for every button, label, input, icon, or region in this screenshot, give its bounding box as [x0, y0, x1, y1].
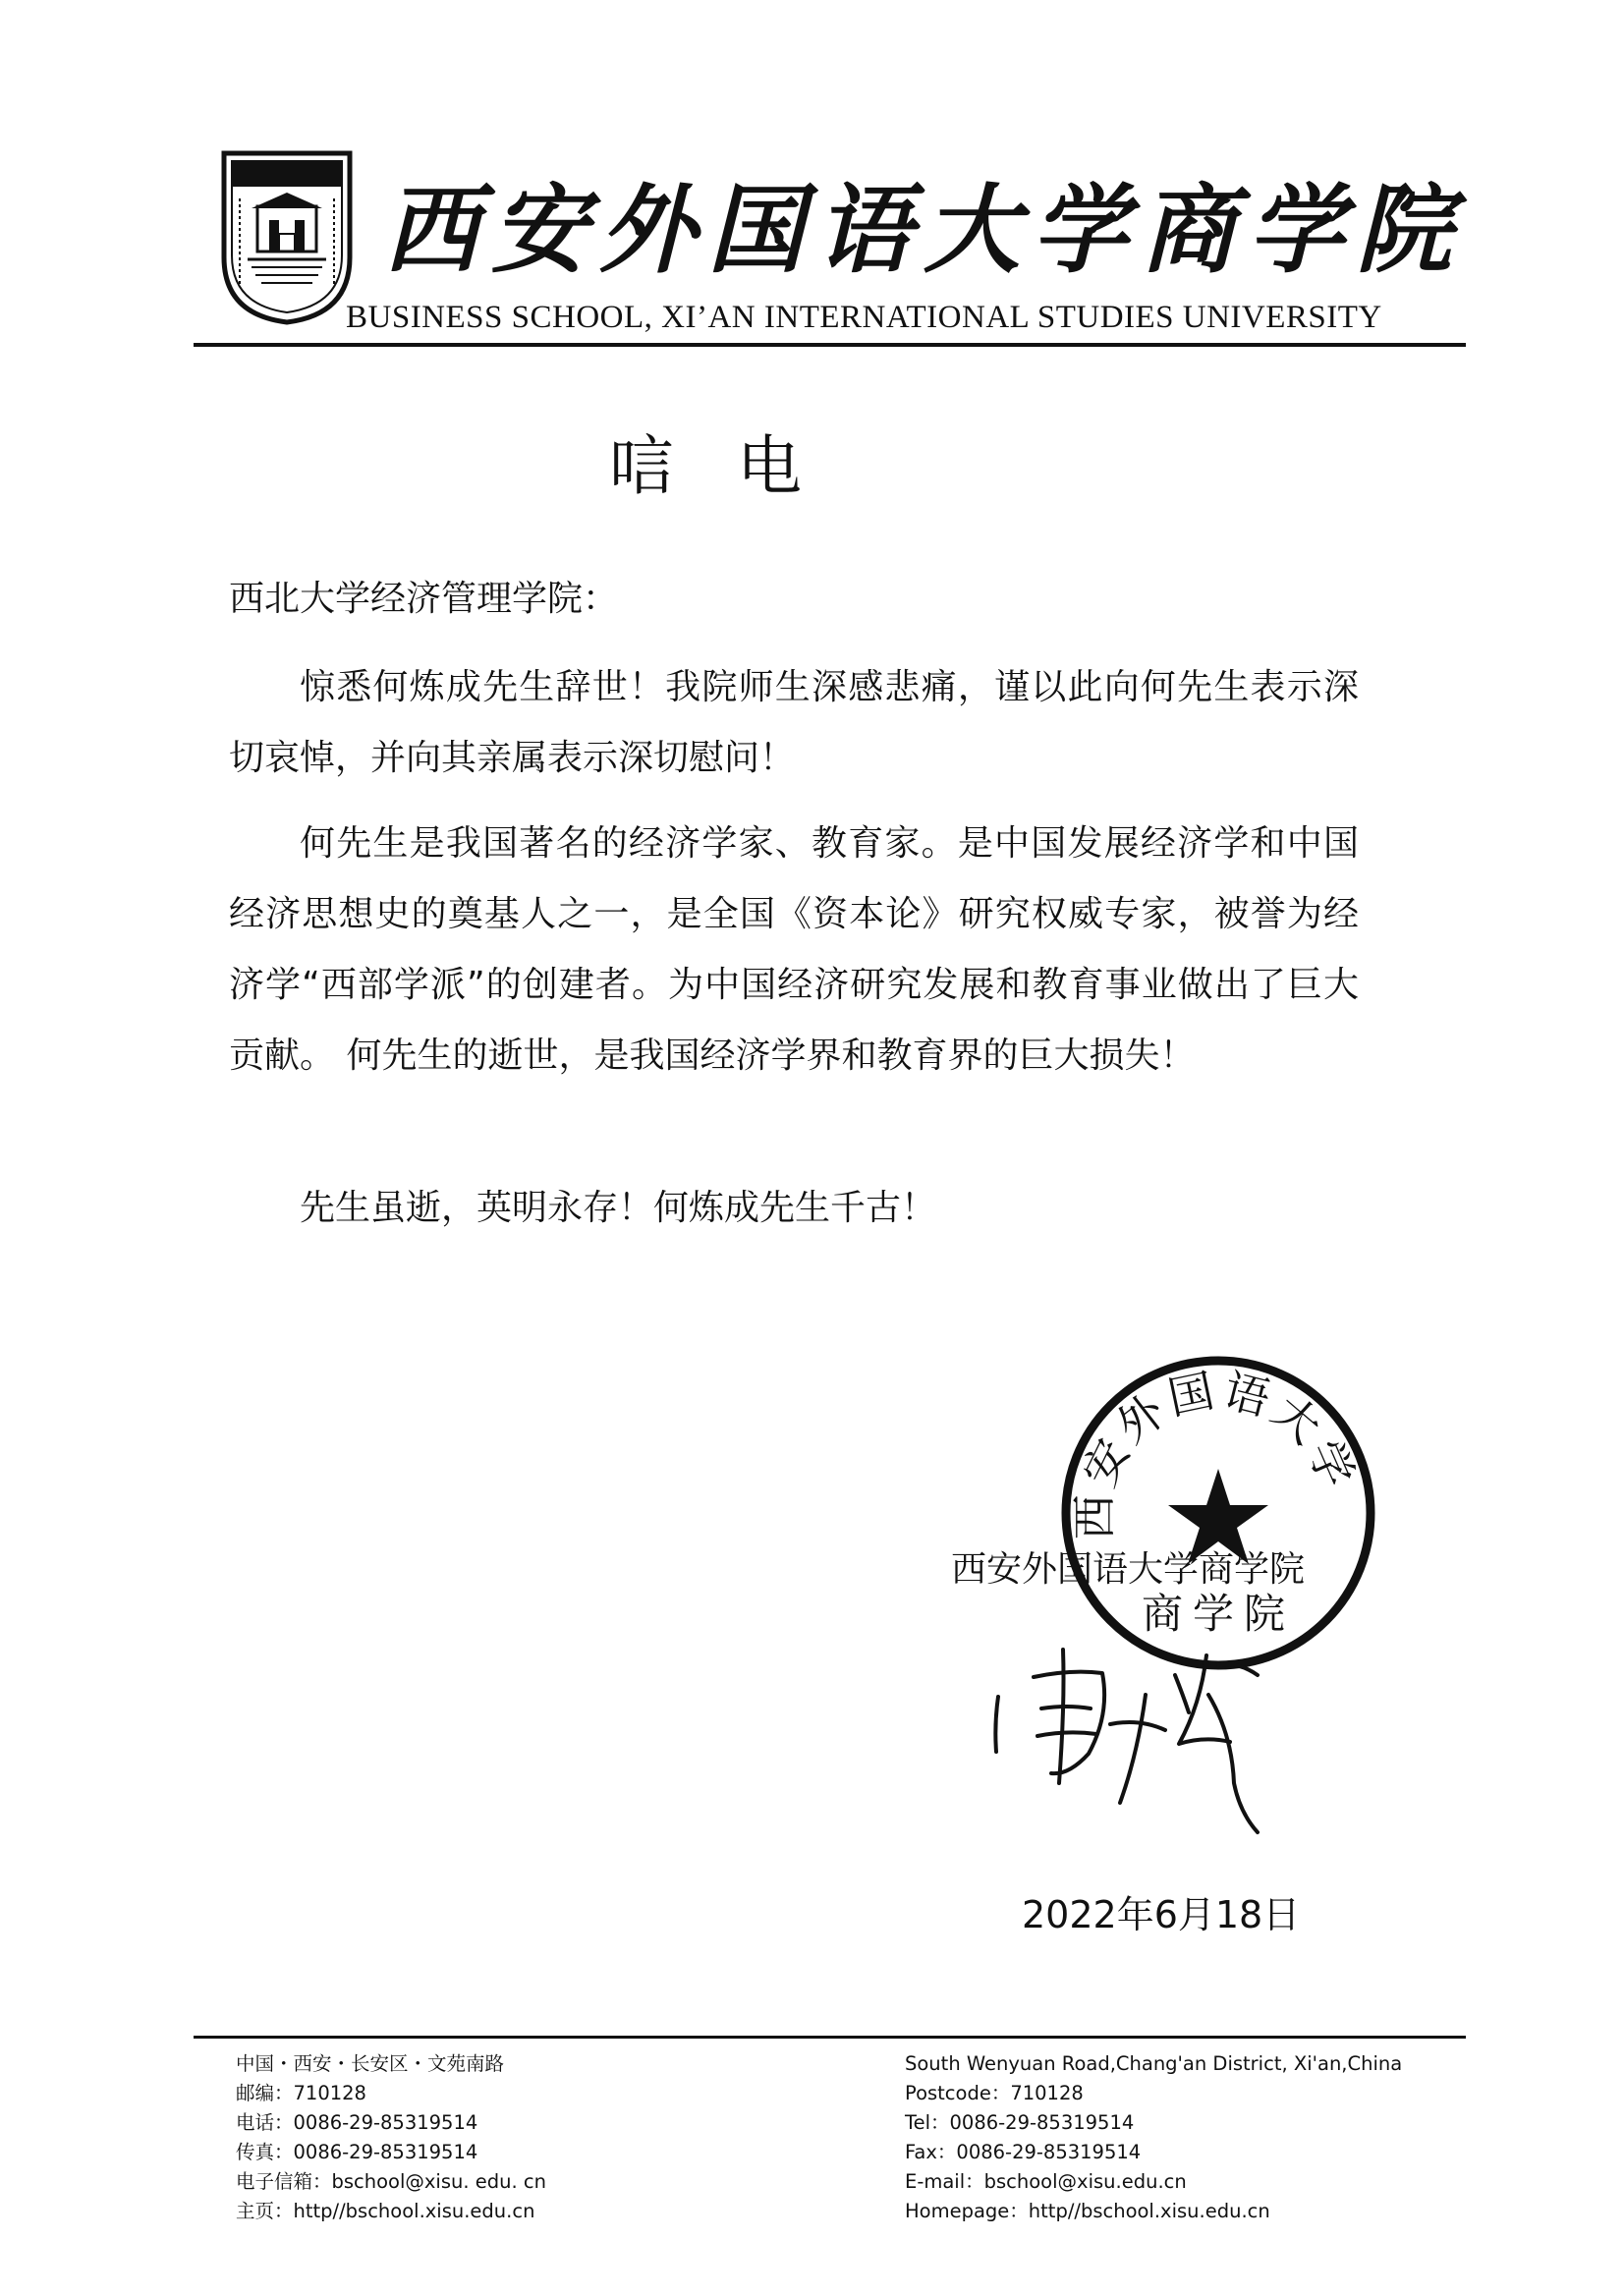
svg-text:西安外国语大学: 西安外国语大学 — [1067, 1363, 1367, 1540]
footer-fax: 传真：0086-29-85319514 — [236, 2141, 478, 2163]
recipient-line: 西北大学经济管理学院： — [229, 579, 619, 619]
footer-phone: 电话：0086-29-85319514 — [236, 2111, 478, 2134]
footer-divider — [194, 2036, 1466, 2039]
letter-date: 2022年6月18日 — [1022, 1893, 1301, 1936]
official-seal — [1056, 1351, 1380, 1675]
star-icon — [1168, 1469, 1268, 1564]
footer-contact-chinese — [236, 2049, 546, 2226]
footer-phone-en: Tel：0086-29-85319514 — [905, 2111, 1135, 2134]
header-divider — [194, 343, 1466, 347]
university-logo — [218, 149, 356, 326]
footer-contact-english — [905, 2049, 1402, 2226]
footer-postcode: 邮编：710128 — [236, 2082, 366, 2104]
footer-email: 电子信箱：bschool@xisu. edu. cn — [236, 2170, 546, 2193]
footer-homepage-en: Homepage：http//bschool.xisu.edu.cn — [905, 2200, 1270, 2222]
footer-postcode-en: Postcode：710128 — [905, 2082, 1084, 2104]
svg-text:商学院: 商学院 — [1141, 1590, 1296, 1638]
school-name-english: BUSINESS SCHOOL, XI’AN INTERNATIONAL STUDIES UNIVERSITY — [346, 300, 1382, 335]
signer-organization: 西安外国语大学商学院 — [951, 1549, 1306, 1590]
document-title: 唁电 — [609, 428, 865, 504]
footer-fax-en: Fax：0086-29-85319514 — [905, 2141, 1142, 2163]
paragraph-condolence: 惊悉何炼成先生辞世！我院师生深感悲痛，谨以此向何先生表示深切哀悼，并向其亲属表示深切慰问！ — [229, 667, 1359, 778]
paragraph-tribute: 何先生是我国著名的经济学家、教育家。是中国发展经济学和中国经济思想史的奠基人之一，是全国《资本论》研究权威专家，被誉为经济学“西部学派”的创建者。为中国经济研究发展和教育事业做出了巨大贡献。 何先生的逝世，是我国经济学界和教育界的巨大损失！ — [229, 823, 1359, 1076]
school-name-chinese: 西安外国语大学商学院 — [383, 174, 1465, 287]
paragraph-farewell: 先生虽逝，英明永存！何炼成先生千古！ — [300, 1188, 937, 1228]
footer-address: 中国・西安・长安区・文苑南路 — [236, 2052, 505, 2075]
footer-homepage: 主页：http//bschool.xisu.edu.cn — [236, 2200, 535, 2222]
footer-address-en: South Wenyuan Road,Chang'an District, Xi'an,China — [905, 2052, 1403, 2075]
footer-email-en: E-mail：bschool@xisu.edu.cn — [905, 2170, 1187, 2193]
handwritten-signature — [973, 1636, 1307, 1842]
